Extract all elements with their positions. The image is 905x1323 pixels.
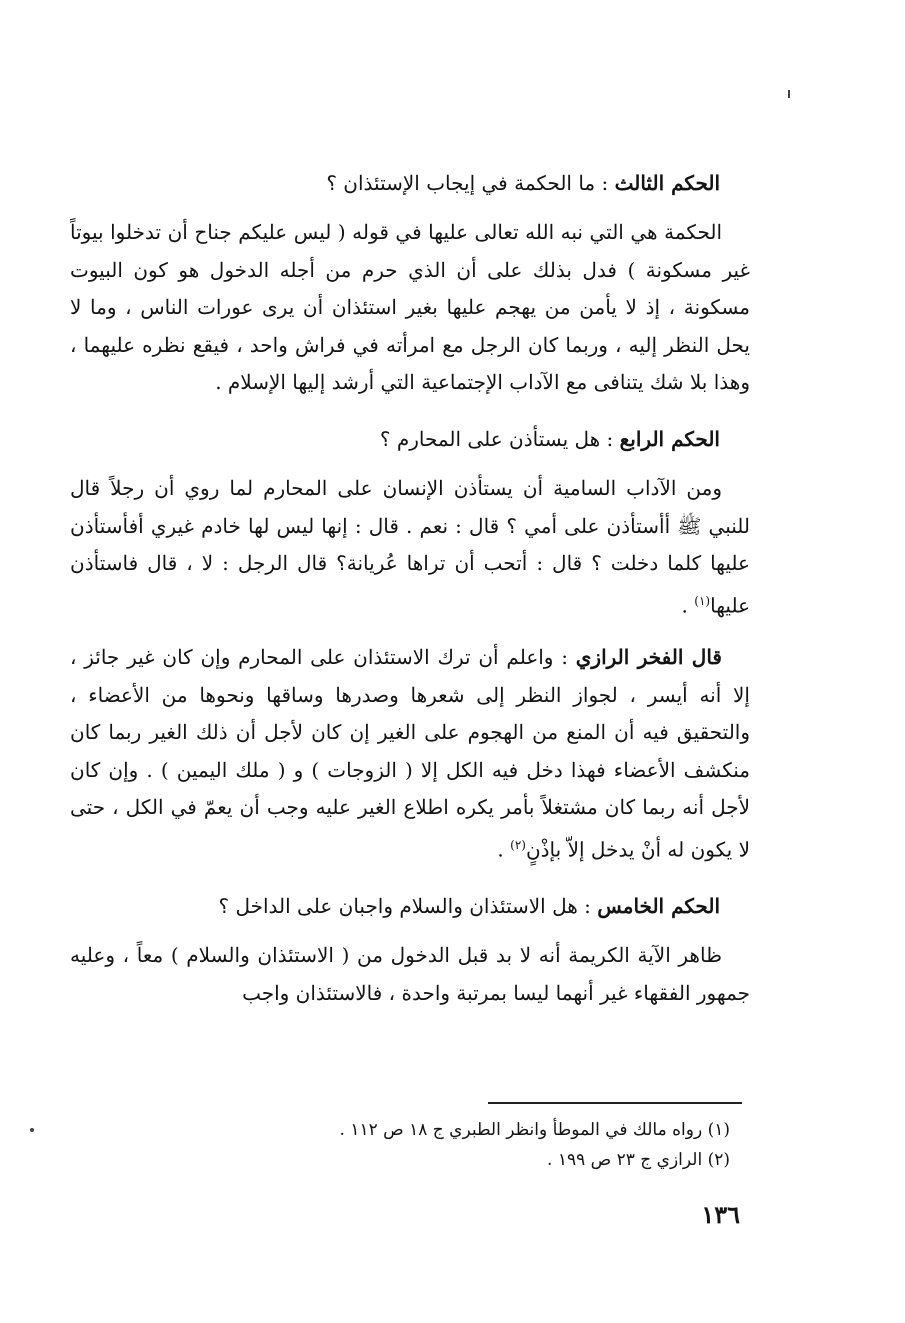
paragraph-end: . bbox=[497, 837, 511, 862]
scan-speck bbox=[30, 1128, 34, 1132]
paragraph-text-wrap bbox=[70, 639, 750, 869]
paragraph-obligation bbox=[70, 937, 750, 1012]
footnote-ref-2: (٢) bbox=[510, 837, 526, 852]
heading-label: الحكم الرابع bbox=[619, 426, 720, 451]
paragraph-end: . bbox=[681, 593, 695, 618]
heading-question: : هل الاستئذان والسلام واجبان على الداخل ؟ bbox=[218, 894, 598, 919]
heading-question: : هل يستأذن على المحارم ؟ bbox=[379, 426, 620, 451]
paragraph-text-wrap bbox=[70, 470, 750, 625]
footnote-divider bbox=[488, 1102, 742, 1104]
paragraph-razi bbox=[70, 639, 750, 869]
scan-speck bbox=[788, 90, 790, 98]
footnotes bbox=[210, 1115, 730, 1175]
paragraph-text: : واعلم أن ترك الاستئذان على المحارم وإن كان غير جائز ، إلا أنه أيسر ، لجواز النظر إلى شعرها وصدرها وساقها ونحوها من الأعضاء ، والتحقيق فيه أن المنع من الهجوم على الغير إن كان لأجل أن ذلك الغير ربما كان منكشف الأعضاء فهذا دخل فيه الكل إلا ( الزوجات ) و ( ملك اليمين ) . وإن كان لأجل أنه ربما كان مشتغلاً بأمر يكره اطلاع الغير عليه وجب أن يعمّ في الكل ، حتى لا يكون له أنْ يدخل إلاّ بإذْنٍ bbox=[70, 645, 750, 862]
quote-lead: قال الفخر الرازي bbox=[575, 645, 722, 669]
page-number: ١٣٦ bbox=[701, 1200, 740, 1229]
footnote-1: (١) رواه مالك في الموطأ وانظر الطبري ج ١٨ ص ١١٢ . bbox=[339, 1120, 730, 1140]
footnote-2: (٢) الرازي ج ٢٣ ص ١٩٩ . bbox=[547, 1150, 730, 1170]
heading-question: : ما الحكمة في إيجاب الإستئذان ؟ bbox=[326, 171, 615, 195]
paragraph-text: ظاهر الآية الكريمة أنه لا بد قبل الدخول من ( الاستئذان والسلام ) معاً ، وعليه جمهور الفقهاء غير أنهما ليسا بمرتبة واحدة ، فالاستئذان واجب bbox=[70, 943, 750, 1005]
page-body bbox=[70, 160, 750, 1026]
heading-label: الحكم الثالث bbox=[614, 171, 720, 195]
section-heading-3 bbox=[70, 160, 720, 206]
paragraph-text: ومن الآداب السامية أن يستأذن الإنسان على المحارم لما روي أن رجلاً قال للنبي ﷺ أأستأذن على أمي ؟ قال : نعم . قال : إنها ليس لها خادم غيري أفأستأذن عليها كلما دخلت ؟ قال : أتحب أن تراها عُريانة؟ قال الرجل : لا ، قال فاستأذن عليها bbox=[70, 475, 750, 618]
heading-label: الحكم الخامس bbox=[597, 894, 720, 919]
paragraph-mahram bbox=[70, 470, 750, 625]
paragraph-wisdom bbox=[70, 214, 750, 402]
footnote-ref-1: (١) bbox=[694, 593, 711, 608]
paragraph-text: الحكمة هي التي نبه الله تعالى عليها في قوله ( ليس عليكم جناح أن تدخلوا بيوتاً غير مسكونة ) فدل بذلك على أن الذي حرم من أجله الدخول هو كون البيوت مسكونة ، إذ لا يأمن من يهجم عليها بغير استئذان أن يرى عورات الناس ، وما لا يحل النظر إليه ، وربما كان الرجل مع امرأته في فراش واحد ، فيقع نظره عليهما ، وهذا بلا شك يتنافى مع الآداب الإجتماعية التي أرشد إليها الإسلام . bbox=[70, 220, 750, 395]
section-heading-5 bbox=[70, 883, 720, 929]
section-heading-4 bbox=[70, 416, 720, 462]
